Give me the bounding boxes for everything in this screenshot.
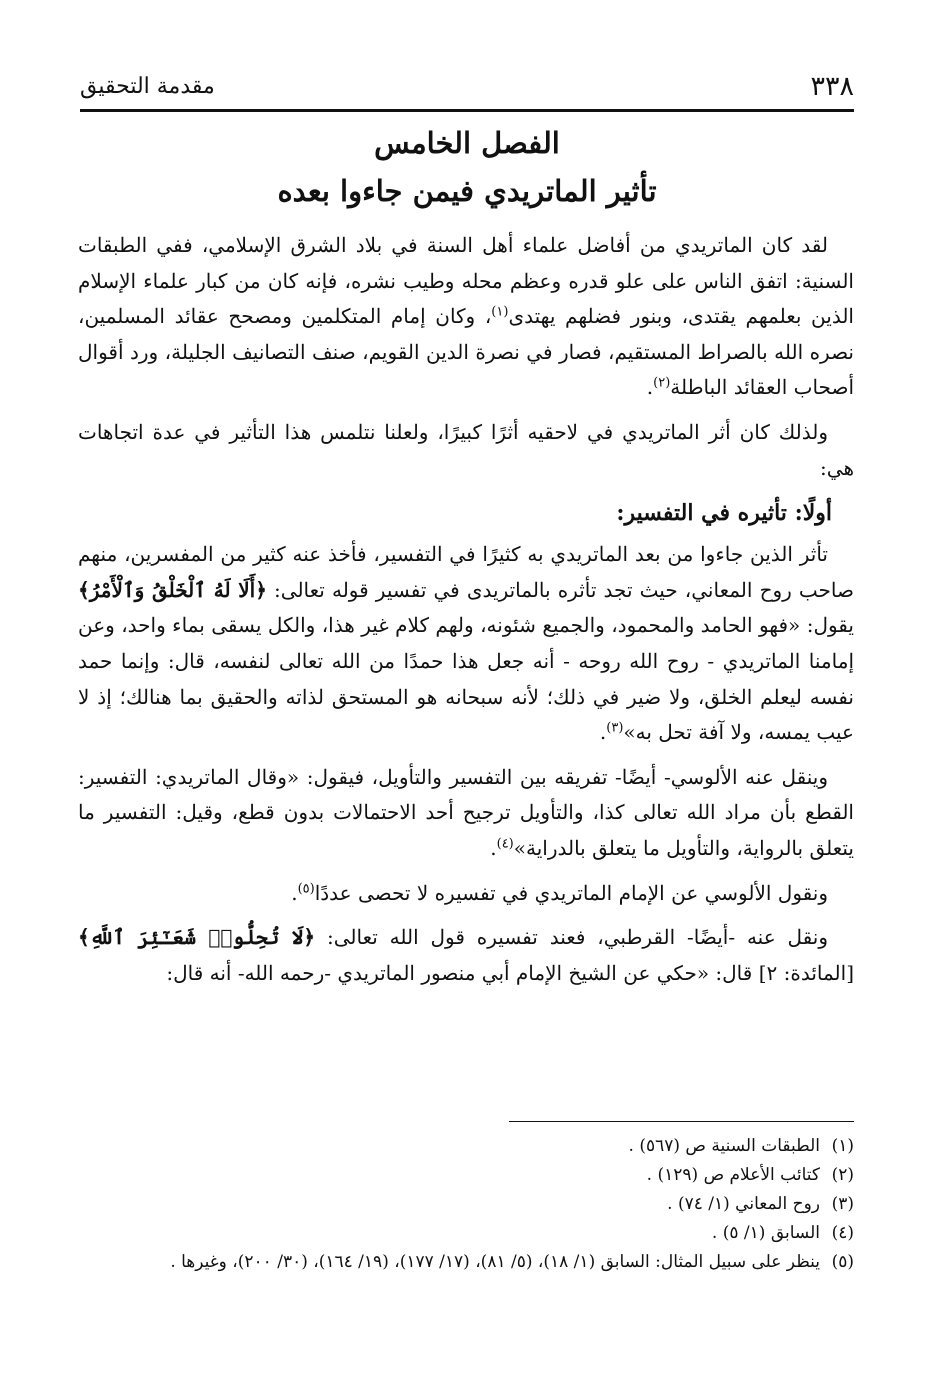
paragraph-1	[78, 228, 854, 406]
footnote-text: الطبقات السنية ص (٥٦٧) .	[628, 1136, 820, 1156]
paragraph-text: تأثر الذين جاءوا من بعد الماتريدي به كثيرًا في التفسير، فأخذ عنه كثير من المفسرين، منهم صاحب روح المعاني، حيث تجد تأثره بالماتريدى في تفسير قوله تعالى:	[78, 542, 854, 602]
paragraph-6	[78, 920, 854, 991]
footnote-number: (٤)	[831, 1223, 854, 1243]
footnote-ref-4: (٤)	[496, 836, 514, 852]
footnote-item	[78, 1190, 854, 1219]
paragraph-text: ، وكان إمام المتكلمين ومصحح عقائد المسلمين، نصره الله بالصراط المستقيم، فصار في نصرة الدين القويم، صنف التصانيف الجليلة، ورد أقوال أصحاب العقائد الباطلة	[78, 304, 854, 400]
footnote-ref-1: (١)	[491, 304, 509, 320]
footnote-number: (٣)	[831, 1194, 854, 1214]
footnote-number: (٢)	[831, 1165, 854, 1185]
footnotes	[78, 1132, 854, 1277]
footnote-ref-2: (٢)	[653, 375, 671, 391]
footnote-item	[78, 1219, 854, 1248]
paragraph-text: ونقول الألوسي عن الإمام الماتريدي في تفسيره لا تحصى عددًا	[314, 880, 828, 905]
paragraph-5	[78, 876, 854, 912]
quran-verse: ﴿أَلَا لَهُ ٱلْخَلْقُ وَٱلْأَمْرُ﴾	[78, 577, 267, 602]
paragraph-text: [المائدة: ٢] قال: «حكي عن الشيخ الإمام أبي منصور الماتريدي -رحمه الله- أنه قال:	[166, 960, 854, 985]
paragraph-text: ونقل عنه -أيضًا- القرطبي، فعند تفسيره قول الله تعالى:	[315, 925, 828, 950]
page-header	[80, 62, 854, 102]
paragraph-end: .	[646, 375, 654, 400]
chapter-subtitle: تأثير الماتريدي فيمن جاءوا بعده	[277, 174, 657, 208]
footnote-item	[78, 1132, 854, 1161]
body-text	[78, 228, 854, 1000]
footnote-number: (١)	[831, 1136, 854, 1156]
chapter-title: الفصل الخامس	[374, 126, 560, 160]
footnote-text: ينظر على سبيل المثال: السابق (١/ ١٨)، (٥/ ٨١)، (١٧/ ١٧٧)، (١٩/ ١٦٤)، (٣٠/ ٢٠٠)، وغيرها .	[170, 1252, 820, 1272]
paragraph-text: وينقل عنه الألوسي- أيضًا- تفريقه بين التفسير والتأويل، فيقول: «وقال الماتريدي: التفسير: القطع بأن مراد الله تعالى كذا، والتأويل ترجيح أحد الاحتمالات بدون قطع، وقيل: التفسير ما يتعلق بالرواية، والتأويل ما يتعلق بالدراية»	[78, 764, 854, 860]
footnote-divider	[509, 1121, 854, 1122]
footnote-ref-3: (٣)	[606, 720, 624, 736]
paragraph-text: لقد كان الماتريدي من أفاضل علماء أهل السنة في بلاد الشرق الإسلامي، ففي الطبقات السنية: اتفق الناس على علو قدره وعظم محله وطيب نشره، فإنه كان من كبار علماء الإسلام الذين بعلمهم يقتدى، وبنور فضلهم يهتدى	[78, 233, 854, 329]
section-heading: أولًا: تأثيره في التفسير:	[616, 500, 832, 527]
footnote-item	[78, 1248, 854, 1277]
footnote-item	[78, 1161, 854, 1190]
quran-verse: ﴿لَا تُحِلُّوا۟ شَعَـٰٓئِرَ ٱللَّهِ﴾	[78, 925, 316, 950]
paragraph-end: .	[599, 720, 607, 745]
page-number: ٣٣٨	[810, 71, 854, 102]
footnote-ref-5: (٥)	[297, 880, 315, 896]
running-title: مقدمة التحقيق	[80, 74, 215, 99]
footnote-text: روح المعاني (١/ ٧٤) .	[667, 1194, 820, 1214]
paragraph-2: ولذلك كان أثر الماتريدي في لاحقيه أثرًا كبيرًا، ولعلنا نتلمس هذا التأثير في عدة اتجاهات هي:	[78, 419, 854, 480]
paragraph-4	[78, 760, 854, 867]
footnote-text: كتائب الأعلام ص (١٢٩) .	[646, 1165, 820, 1185]
paragraph-end: .	[291, 880, 298, 905]
footnote-text: السابق (١/ ٥) .	[711, 1223, 820, 1243]
footnote-number: (٥)	[831, 1252, 854, 1272]
paragraph-end: .	[490, 835, 497, 860]
paragraph-3	[78, 537, 854, 751]
header-divider	[80, 109, 854, 112]
paragraph-text: يقول: «فهو الحامد والمحمود، والجميع شئونه، ولهم كلام غير هذا، والكل يسقى بماء واحد، وعن إمامنا الماتريدي - روح الله روحه - أنه جعل هذا حمدًا من الله تعالى لنفسه، قال: وإنما حمد نفسه ليعلم الخلق، ولا ضير في ذلك؛ لأنه سبحانه هو المستحق لذاته والحقيق بما هنالك؛ إذ لا عيب يمسه، ولا آفة تحل به»	[78, 613, 854, 745]
